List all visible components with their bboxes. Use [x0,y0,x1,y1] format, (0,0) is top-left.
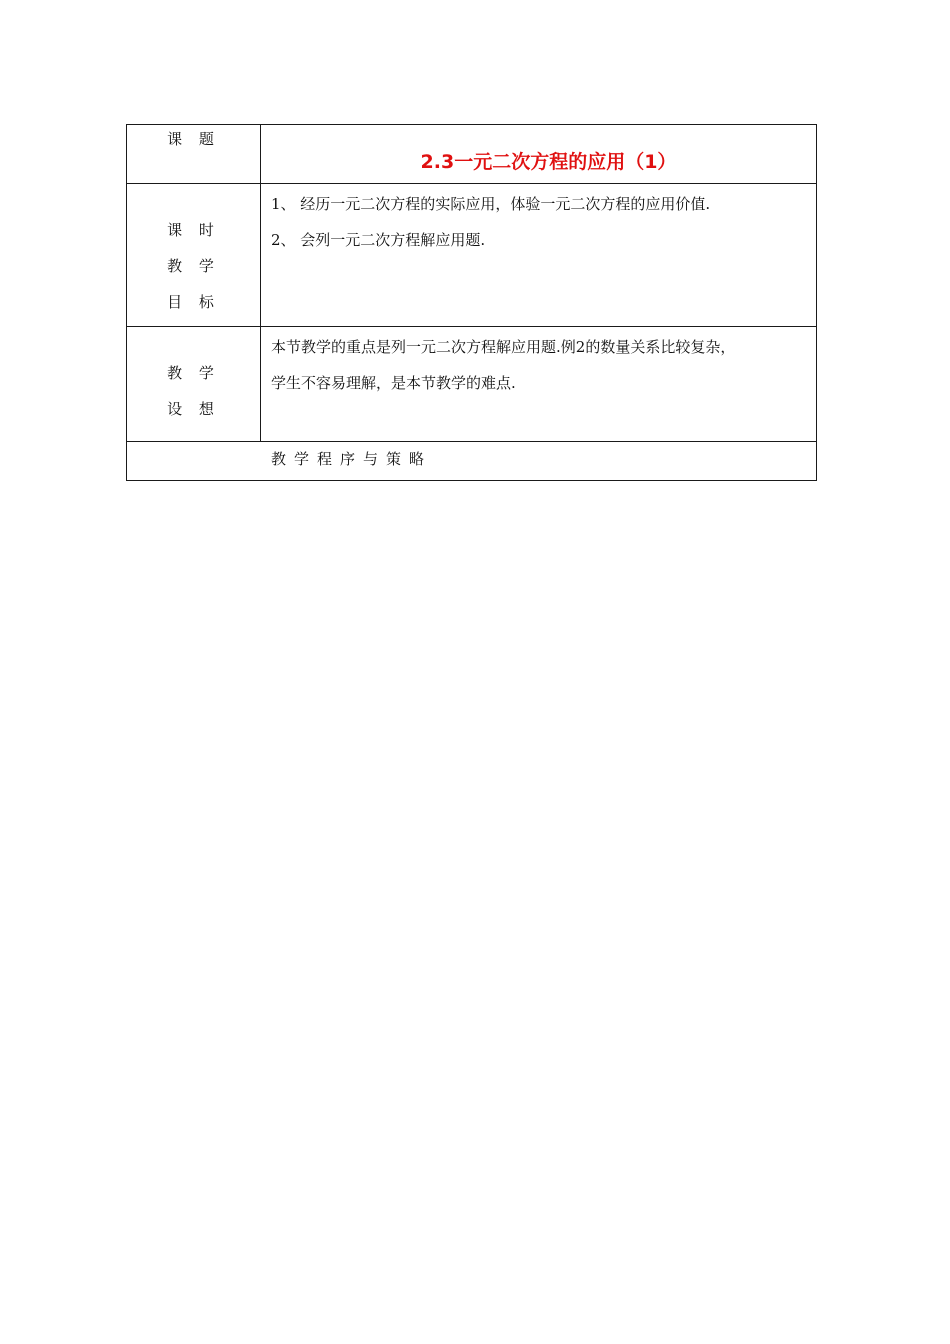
procedure-label: 教学程序与策略 [271,450,433,468]
design-line: 学生不容易理解，是本节教学的难点. [271,374,516,392]
design-line: 本节教学的重点是列一元二次方程解应用题.例2的数量关系比较复杂， [271,338,736,356]
design-label-cell [127,327,261,442]
topic-row [127,125,817,184]
goals-label-line: 课 时 [167,221,220,239]
goals-label [127,184,260,320]
lesson-plan-table [126,124,817,481]
design-content-cell [261,327,817,442]
goals-row [127,184,817,327]
goals-label-cell [127,184,261,327]
topic-title: 2.3一元二次方程的应用（1） [420,151,677,173]
goal-item: 1、 经历一元二次方程的实际应用，体验一元二次方程的应用价值. [271,195,711,213]
design-text [261,327,816,401]
goals-content-cell [261,184,817,327]
design-row [127,327,817,442]
design-label [127,327,260,427]
topic-label: 课 题 [167,130,220,148]
topic-title-cell [261,125,817,184]
procedure-row [127,442,817,481]
design-label-line: 教 学 [167,364,220,382]
goals-label-line: 教 学 [167,257,220,275]
goal-item: 2、 会列一元二次方程解应用题. [271,231,486,249]
design-label-line: 设 想 [167,400,220,418]
topic-label-cell [127,125,261,184]
procedure-cell [127,442,817,481]
goals-label-line: 目 标 [167,293,220,311]
